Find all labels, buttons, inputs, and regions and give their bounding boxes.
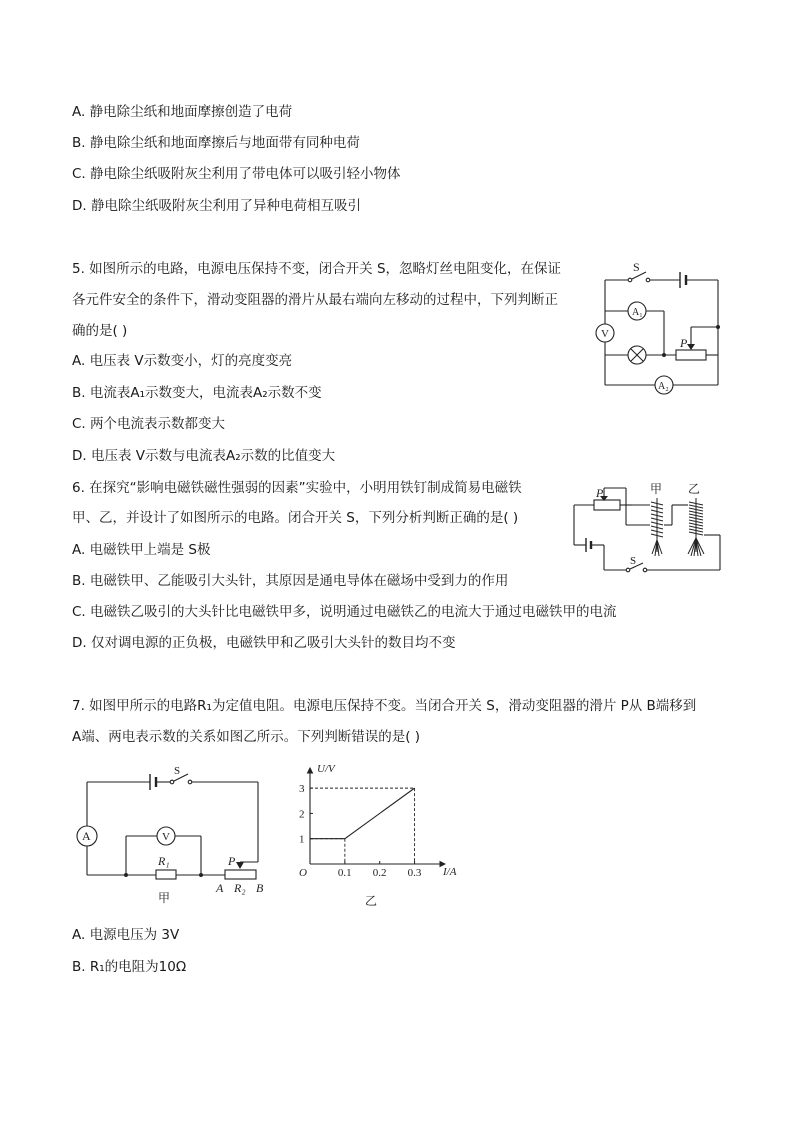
q7-ammeter-label: A bbox=[82, 829, 91, 843]
q6-stem-line-1: 6. 在探究“影响电磁铁磁性强弱的因素”实验中，小明用铁钉制成简易电磁铁 bbox=[72, 480, 522, 496]
q7-stem-line-2: A端、两电表示数的关系如图乙所示。下列判断错误的是( ) bbox=[72, 729, 421, 745]
q4-option-a: A. 静电除尘纸和地面摩擦创造了电荷 bbox=[72, 104, 293, 120]
q7-ylabel: U/V bbox=[317, 763, 335, 775]
q7-y-tick-label-0: 1 bbox=[299, 833, 305, 846]
q5-stem-line-2: 各元件安全的条件下，滑动变阻器的滑片从最右端向左移动的过程中，下列判断正 bbox=[72, 292, 558, 308]
q7-x-tick-label-0: 0.1 bbox=[337, 867, 352, 879]
q7-stem-line-1: 7. 如图甲所示的电路R₁为定值电阻。电源电压保持不变。当闭合开关 S，滑动变阻器的滑片 P从 B端移到 bbox=[72, 698, 697, 714]
q5-switch-label: S bbox=[633, 260, 640, 274]
q7-y-tick-label-2: 3 bbox=[299, 783, 305, 796]
q6-switch-label: S bbox=[630, 555, 637, 567]
q7-caption-b: 乙 bbox=[365, 894, 378, 908]
q7-x-tick-label-1: 0.2 bbox=[372, 867, 387, 879]
q7-circuit-diagram-a bbox=[72, 764, 272, 910]
q6-option-d: D. 仅对调电源的正负极，电磁铁甲和乙吸引大头针的数目均不变 bbox=[72, 635, 456, 651]
q7-end-b-label: B bbox=[256, 881, 264, 895]
q5-option-d: D. 电压表 V示数与电流表A₂示数的比值变大 bbox=[72, 448, 336, 464]
q6-option-c: C. 电磁铁乙吸引的大头针比电磁铁甲多，说明通过电磁铁乙的电流大于通过电磁铁甲的电流 bbox=[72, 604, 617, 620]
q7-switch-label: S bbox=[174, 765, 181, 777]
q5-circuit-diagram bbox=[590, 258, 730, 398]
q6-slider-label: P bbox=[596, 486, 604, 500]
q6-circuit-diagram bbox=[568, 480, 728, 575]
q7-series-line bbox=[310, 788, 415, 839]
q6-magnet-a-label: 甲 bbox=[650, 482, 663, 496]
q6-stem-line-2: 甲、乙，并设计了如图所示的电路。闭合开关 S，下列分析判断正确的是( ) bbox=[72, 510, 519, 526]
q6-option-a: A. 电磁铁甲上端是 S极 bbox=[72, 542, 211, 558]
q7-end-a-label: A bbox=[216, 881, 224, 895]
q7-origin-label: O bbox=[299, 867, 307, 879]
q5-stem-line-1: 5. 如图所示的电路，电源电压保持不变，闭合开关 S，忽略灯丝电阻变化，在保证 bbox=[72, 261, 562, 277]
q6-magnet-b-label: 乙 bbox=[688, 482, 701, 496]
q7-voltmeter-label: V bbox=[162, 831, 170, 843]
q4-option-b: B. 静电除尘纸和地面摩擦后与地面带有同种电荷 bbox=[72, 135, 360, 151]
q5-option-a: A. 电压表 V示数变小，灯的亮度变亮 bbox=[72, 353, 293, 369]
q7-x-tick-label-2: 0.3 bbox=[407, 867, 422, 879]
q4-option-c: C. 静电除尘纸吸附灰尘利用了带电体可以吸引轻小物体 bbox=[72, 166, 401, 182]
q5-ammeter2-label: A₂ bbox=[658, 381, 669, 392]
q7-r2-label: R₂ bbox=[234, 881, 246, 895]
q6-option-b: B. 电磁铁甲、乙能吸引大头针，其原因是通电导体在磁场中受到力的作用 bbox=[72, 573, 509, 589]
q5-ammeter1-label: A₁ bbox=[632, 307, 643, 318]
q5-voltmeter-label: V bbox=[601, 328, 609, 340]
q7-slider-label: P bbox=[228, 854, 236, 868]
q5-stem-line-3: 确的是( ) bbox=[72, 323, 128, 339]
q5-option-c: C. 两个电流表示数都变大 bbox=[72, 416, 226, 432]
q5-option-b: B. 电流表A₁示数变大，电流表A₂示数不变 bbox=[72, 385, 322, 401]
q7-xlabel: I/A bbox=[443, 866, 457, 878]
q7-r1-label: R₁ bbox=[158, 854, 170, 868]
q7-y-tick-label-1: 2 bbox=[299, 808, 305, 821]
q7-option-a: A. 电源电压为 3V bbox=[72, 927, 180, 943]
q7-ui-graph bbox=[295, 760, 475, 910]
q7-caption-a: 甲 bbox=[158, 891, 171, 905]
q7-option-b: B. R₁的电阻为10Ω bbox=[72, 959, 187, 975]
q4-option-d: D. 静电除尘纸吸附灰尘利用了异种电荷相互吸引 bbox=[72, 198, 361, 214]
q5-slider-label: P bbox=[680, 336, 688, 350]
